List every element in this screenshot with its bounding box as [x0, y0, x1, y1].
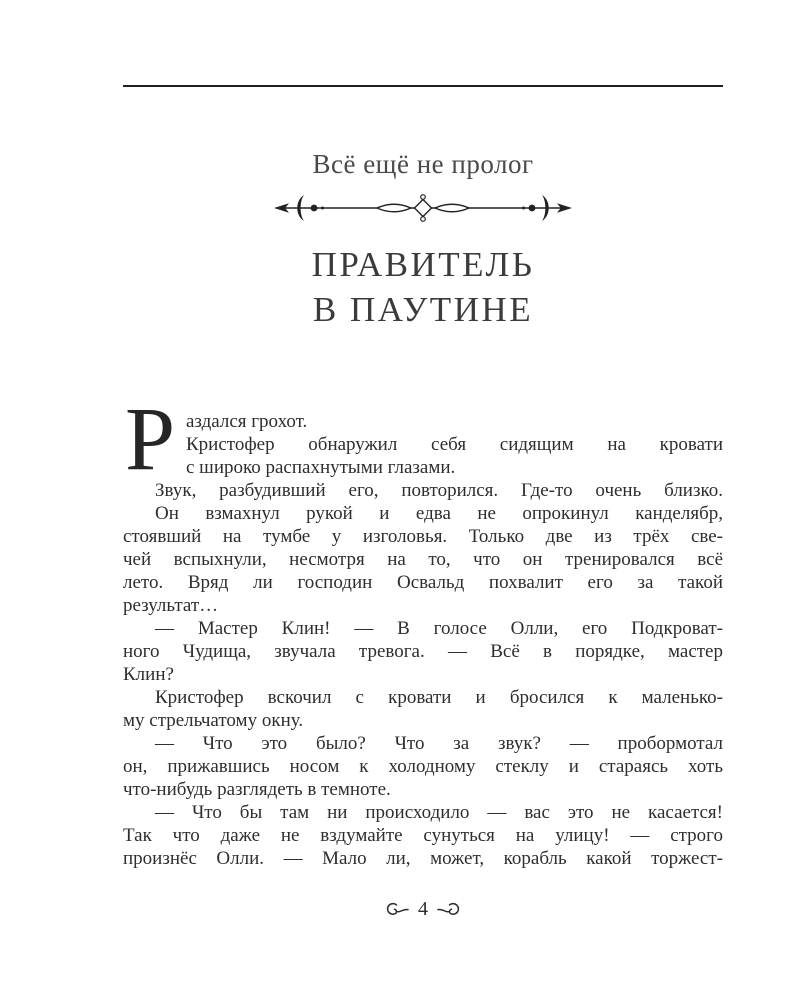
text-line: — Что это было? Что за звук? — пробормотал: [155, 733, 723, 754]
text-line: чей вспыхнули, несмотря на то, что он тренировался всё: [123, 549, 723, 570]
text-line: Кристофер обнаружил себя сидящим на кровати: [186, 434, 723, 455]
text-line: Так что даже не вздумайте сунуться на улицу! — строго: [123, 825, 723, 846]
text-line: результат…: [123, 595, 219, 616]
body-text: [123, 390, 723, 870]
drop-cap: Р: [125, 390, 176, 489]
footer-swirl-left-icon: [383, 900, 409, 918]
chapter-title-line2: В ПАУТИНЕ: [312, 290, 534, 329]
text-line: му стрельчатому окну.: [123, 710, 304, 731]
chapter-subtitle: Всё ещё не пролог: [312, 149, 534, 179]
text-line: Он взмахнул рукой и едва не опрокинул канделябр,: [155, 503, 723, 524]
text-line: аздался грохот.: [186, 411, 308, 432]
footer-swirl-right-icon: [437, 900, 463, 918]
header-rule: [123, 85, 723, 87]
text-line: ного Чудища, звучала тревога. — Всё в порядке, мастер: [123, 641, 723, 662]
text-line: с широко распахнутыми глазами.: [186, 457, 456, 478]
text-line: он, прижавшись носом к холодному стеклу и стараясь хоть: [123, 756, 723, 777]
page-footer: [123, 898, 723, 920]
text-line: стоявший на тумбе у изголовья. Только две из трёх све-: [123, 526, 723, 547]
chapter-title-line1: ПРАВИТЕЛЬ: [311, 245, 535, 284]
chapter-divider-flourish-icon: [273, 193, 573, 223]
text-line: — Что бы там ни происходило — вас это не касается!: [155, 802, 723, 823]
text-line: произнёс Олли. — Мало ли, может, корабль какой торжест-: [123, 848, 723, 869]
text-line: лето. Вряд ли господин Освальд похвалит его за такой: [123, 572, 723, 593]
text-lines: [123, 410, 723, 870]
text-line: Кристофер вскочил с кровати и бросился к маленько-: [155, 687, 723, 708]
chapter-title: [123, 242, 723, 332]
text-line: — Мастер Клин! — В голосе Олли, его Подкроват-: [155, 618, 723, 639]
page-number: 4: [418, 898, 428, 920]
text-line: что-нибудь разглядеть в темноте.: [123, 779, 391, 800]
text-line: Клин?: [123, 664, 174, 685]
text-line: Звук, разбудивший его, повторился. Где-то очень близко.: [155, 480, 723, 501]
